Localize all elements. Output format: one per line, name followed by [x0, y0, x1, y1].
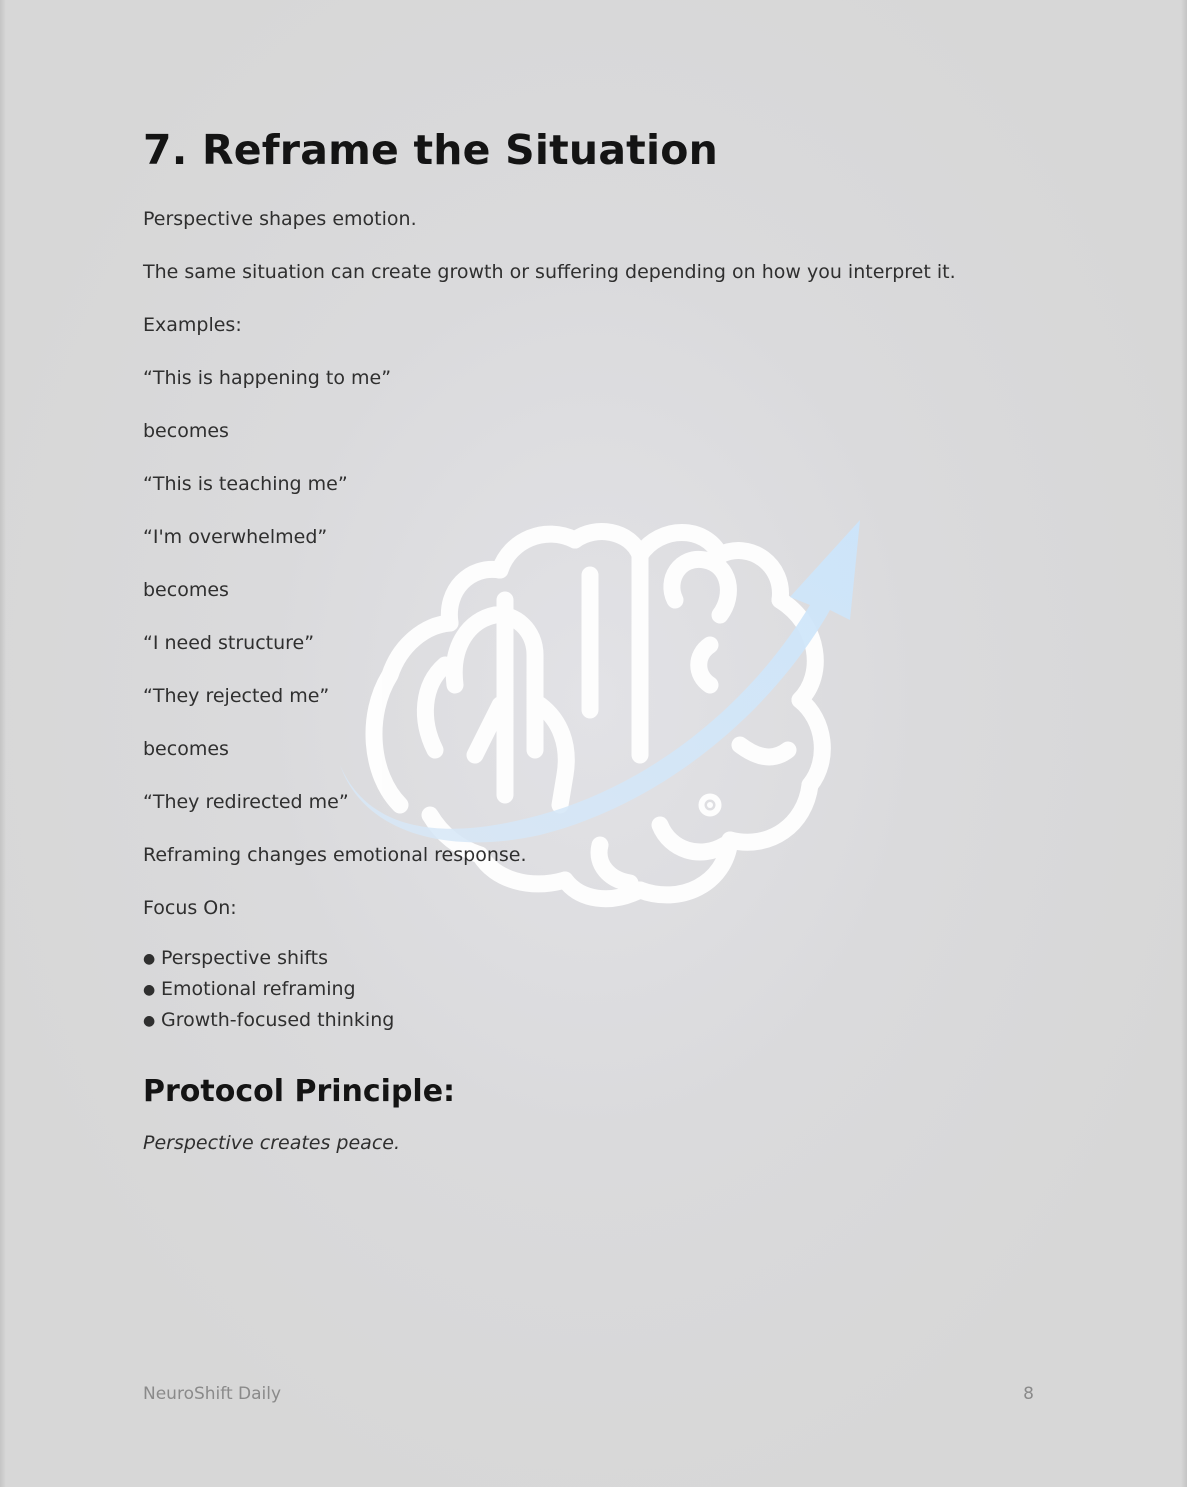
summary-text: Reframing changes emotional response.	[143, 844, 527, 866]
focus-label: Focus On:	[143, 897, 237, 919]
bullet-icon: ●	[143, 951, 156, 967]
page-number: 8	[1023, 1384, 1034, 1404]
bullet-icon: ●	[143, 982, 156, 998]
example-line: “This is teaching me”	[143, 473, 348, 495]
body-paragraph: The same situation can create growth or suffering depending on how you interpret it.	[143, 261, 956, 283]
example-line: “This is happening to me”	[143, 367, 392, 389]
page-edge-right	[1181, 0, 1187, 1487]
principle-text: Perspective creates peace.	[143, 1132, 400, 1154]
example-line: becomes	[143, 420, 229, 442]
example-line: becomes	[143, 738, 229, 760]
footer-brand: NeuroShift Daily	[143, 1384, 282, 1404]
section-heading: 7. Reframe the Situation	[143, 126, 718, 174]
example-line: “They rejected me”	[143, 685, 330, 707]
principle-heading: Protocol Principle:	[143, 1074, 456, 1109]
page-edge-left	[0, 0, 6, 1487]
examples-label: Examples:	[143, 314, 242, 336]
list-item: ● Perspective shifts	[143, 943, 1043, 974]
page-content	[143, 118, 1043, 1158]
bullet-icon: ●	[143, 1013, 156, 1029]
intro-text: Perspective shapes emotion.	[143, 208, 417, 230]
example-line: “I'm overwhelmed”	[143, 526, 328, 548]
list-item: ● Emotional reframing	[143, 974, 1043, 1005]
list-item: ● Growth-focused thinking	[143, 1005, 1043, 1036]
focus-list	[143, 943, 1043, 1036]
example-line: “I need structure”	[143, 632, 315, 654]
example-line: becomes	[143, 579, 229, 601]
example-line: “They redirected me”	[143, 791, 349, 813]
